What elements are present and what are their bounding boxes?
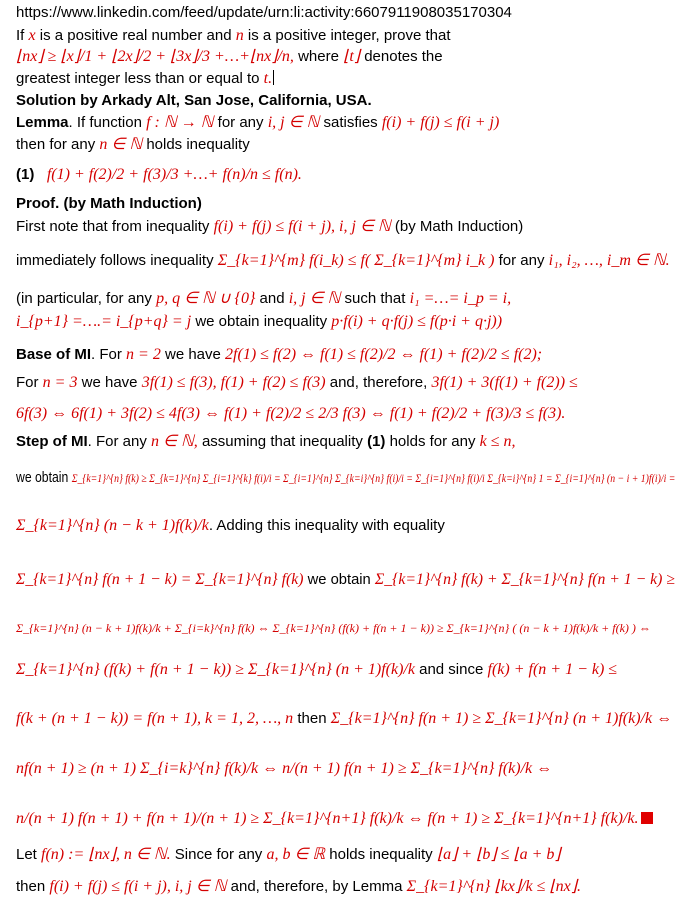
math: 3f(1) + 3(f(1) + f(2)) ≤ [431, 374, 578, 391]
math: p·f(i) + q·f(j) ≤ f(p·i + q·j)) [331, 313, 503, 330]
step-label: Step of MI [16, 433, 88, 450]
qed-square [641, 812, 653, 824]
step-line-7 [16, 710, 672, 728]
final-line-2 [16, 878, 581, 896]
math: ⌊t⌋ [343, 48, 361, 65]
problem-line-1 [16, 27, 451, 45]
math: n ∈ ℕ [99, 136, 143, 153]
text: holds inequality [146, 136, 250, 153]
text: we have [165, 346, 221, 363]
math: n/(n + 1) f(n + 1) + f(n + 1)/(n + 1) ≥ Σ_{k=1}^{n+1} f(k)/k ⇔ f(n + 1) ≥ Σ_{k=1}^{n+1} f(k)/k. [16, 810, 639, 827]
text: . Adding this inequality with equality [208, 517, 445, 534]
lemma-line-2 [16, 136, 250, 154]
step-line-9 [16, 810, 653, 828]
final-line-1 [16, 846, 561, 864]
math: f(n) := ⌊nx⌋, n ∈ ℕ. [41, 846, 171, 863]
text: For [16, 374, 39, 391]
proof-line-3 [16, 290, 511, 308]
math: n [235, 27, 244, 44]
text: then [16, 878, 46, 895]
text: and [259, 290, 285, 307]
base-line-2 [16, 374, 578, 392]
math: Σ_{k=1}^{n} (f(k) + f(n + 1 − k)) ≥ Σ_{k=1}^{n} (n + 1)f(k)/k [16, 661, 415, 678]
base-line-3 [16, 405, 565, 423]
text: such that [344, 290, 406, 307]
text: First note that from inequality [16, 218, 210, 235]
math: t. [263, 70, 273, 87]
math: a, b ∈ ℝ [266, 846, 326, 863]
text: greatest integer less than or equal to [16, 70, 260, 87]
math: i_{p+1} =….= i_{p+q} = j [16, 313, 192, 330]
math: n ∈ ℕ, [151, 433, 198, 450]
step-line-1 [16, 433, 516, 451]
math: f(i) + f(j) ≤ f(i + j), i, j ∈ ℕ [213, 218, 391, 235]
step-line-2 [16, 469, 675, 487]
text: denotes the [364, 48, 443, 65]
text: we have [81, 374, 138, 391]
text: holds for any [389, 433, 476, 450]
math: n = 3 [42, 374, 78, 391]
text: holds inequality [329, 846, 433, 863]
text: then for any [16, 136, 96, 153]
solution-title: Solution by Arkady Alt, San Jose, California, USA. [16, 92, 372, 109]
text: for any [217, 114, 264, 131]
proof-line-1 [16, 218, 523, 236]
text: . For [91, 346, 122, 363]
math: f(i) + f(j) ≤ f(i + j) [381, 114, 500, 131]
text-cursor [273, 70, 274, 85]
math: Σ_{k=1}^{n} ⌊kx⌋/k ≤ ⌊nx⌋. [406, 878, 581, 895]
math: i₁, i₂, …, i_m ∈ ℕ. [548, 252, 670, 269]
math: Σ_{k=1}^{n} (n − k + 1)f(k)/k + Σ_{i=k}^{n} f(k) ⇔ Σ_{k=1}^{n} (f(k) + f(n + 1 − k)) ≥ Σ_{k=1}^{n} ( (n − k + 1)f(k)/k + f(k) ) ⇔ [16, 621, 651, 635]
text: and, therefore, [329, 374, 428, 391]
math: i, j ∈ ℕ [267, 114, 320, 131]
step-line-6 [16, 661, 617, 679]
text: we obtain inequality [195, 313, 328, 330]
math: i₁ =…= i_p = i, [409, 290, 512, 307]
text: for any [498, 252, 545, 269]
math: f : ℕ → ℕ [146, 114, 214, 131]
text: Let [16, 846, 37, 863]
problem-line-3 [16, 70, 274, 88]
equation-label: (1) [16, 166, 35, 183]
math: ⌊a⌋ + ⌊b⌋ ≤ ⌊a + b⌋ [436, 846, 561, 863]
base-line-1 [16, 346, 542, 364]
math: 6f(3) ⇔ 6f(1) + 3f(2) ≤ 4f(3) ⇔ f(1) + f(2)/2 ≤ 2/3 f(3) ⇔ f(1) + f(2)/2 + f(3)/3 ≤ f(3). [16, 405, 566, 422]
text: satisfies [323, 114, 378, 131]
math: f(k) + f(n + 1 − k) ≤ [487, 661, 618, 678]
lemma-label: Lemma [16, 114, 69, 131]
lemma-equation [16, 166, 302, 184]
math: n = 2 [126, 346, 161, 363]
math: ⌊nx⌋ ≥ ⌊x⌋/1 + ⌊2x⌋/2 + ⌊3x⌋/3 +…+⌊nx⌋/n, [16, 48, 294, 65]
math: i, j ∈ ℕ [288, 290, 341, 307]
math: Σ_{k=1}^{n} (n − k + 1)f(k)/k [16, 517, 209, 534]
math: f(1) + f(2)/2 + f(3)/3 +…+ f(n)/n ≤ f(n). [46, 166, 302, 183]
text: If [16, 27, 25, 44]
math: f(i) + f(j) ≤ f(i + j), i, j ∈ ℕ [49, 878, 227, 895]
text: . If function [68, 114, 142, 131]
text: we obtain [16, 469, 69, 486]
equation-ref: (1) [367, 433, 386, 450]
math: 2f(1) ≤ f(2) ⇔ f(1) ≤ f(2)/2 ⇔ f(1) + f(2)/2 ≤ f(2); [225, 346, 543, 363]
text: where [298, 48, 339, 65]
text: we obtain [307, 571, 371, 588]
text: then [297, 710, 327, 727]
lemma-line-1 [16, 114, 499, 132]
step-line-8 [16, 760, 552, 778]
step-line-4 [16, 571, 675, 589]
math: Σ_{k=1}^{n} f(k) + Σ_{k=1}^{n} f(n + 1 − k) ≥ [374, 571, 675, 588]
text: is a positive integer, prove that [247, 27, 451, 44]
proof-title: Proof. (by Math Induction) [16, 195, 202, 212]
text: is a positive real number and [39, 27, 232, 44]
problem-line-2 [16, 48, 443, 66]
text: (in particular, for any [16, 290, 152, 307]
math: 3f(1) ≤ f(3), f(1) + f(2) ≤ f(3) [141, 374, 326, 391]
text: (by Math Induction) [394, 218, 524, 235]
math: Σ_{k=1}^{n} f(k) ≥ Σ_{k=1}^{n} Σ_{i=1}^{k} f(i)/i = Σ_{i=1}^{n} Σ_{k=i}^{n} f(i)/i = Σ_{i=1}^{n} f(i)/i Σ_{k=i}^{n} 1 = Σ_{i=1}^{n} (n − i + 1)f(i)/i = [71, 471, 676, 485]
proof-line-2 [16, 252, 670, 270]
math: nf(n + 1) ≥ (n + 1) Σ_{i=k}^{n} f(k)/k ⇔ n/(n + 1) f(n + 1) ≥ Σ_{k=1}^{n} f(k)/k ⇔ [16, 760, 553, 777]
text: and since [419, 661, 484, 678]
math: Σ_{k=1}^{n} f(n + 1) ≥ Σ_{k=1}^{n} (n + 1)f(k)/k ⇔ [330, 710, 673, 727]
math: k ≤ n, [479, 433, 516, 450]
source-url: https://www.linkedin.com/feed/update/urn:li:activity:6607911908035170304 [16, 4, 512, 21]
math: f(k + (n + 1 − k)) = f(n + 1), k = 1, 2, …, n [16, 710, 294, 727]
text: immediately follows inequality [16, 252, 214, 269]
text: Since for any [174, 846, 263, 863]
text: assuming that inequality [201, 433, 363, 450]
proof-line-4 [16, 313, 502, 331]
step-line-5 [16, 619, 651, 637]
math: p, q ∈ ℕ ∪ {0} [156, 290, 256, 307]
text: . For any [87, 433, 147, 450]
base-label: Base of MI [16, 346, 92, 363]
math: Σ_{k=1}^{m} f(i_k) ≤ f( Σ_{k=1}^{m} i_k ) [217, 252, 495, 269]
math: Σ_{k=1}^{n} f(n + 1 − k) = Σ_{k=1}^{n} f(k) [16, 571, 304, 588]
text: and, therefore, by Lemma [230, 878, 403, 895]
math: x [28, 27, 36, 44]
step-line-3 [16, 517, 445, 535]
